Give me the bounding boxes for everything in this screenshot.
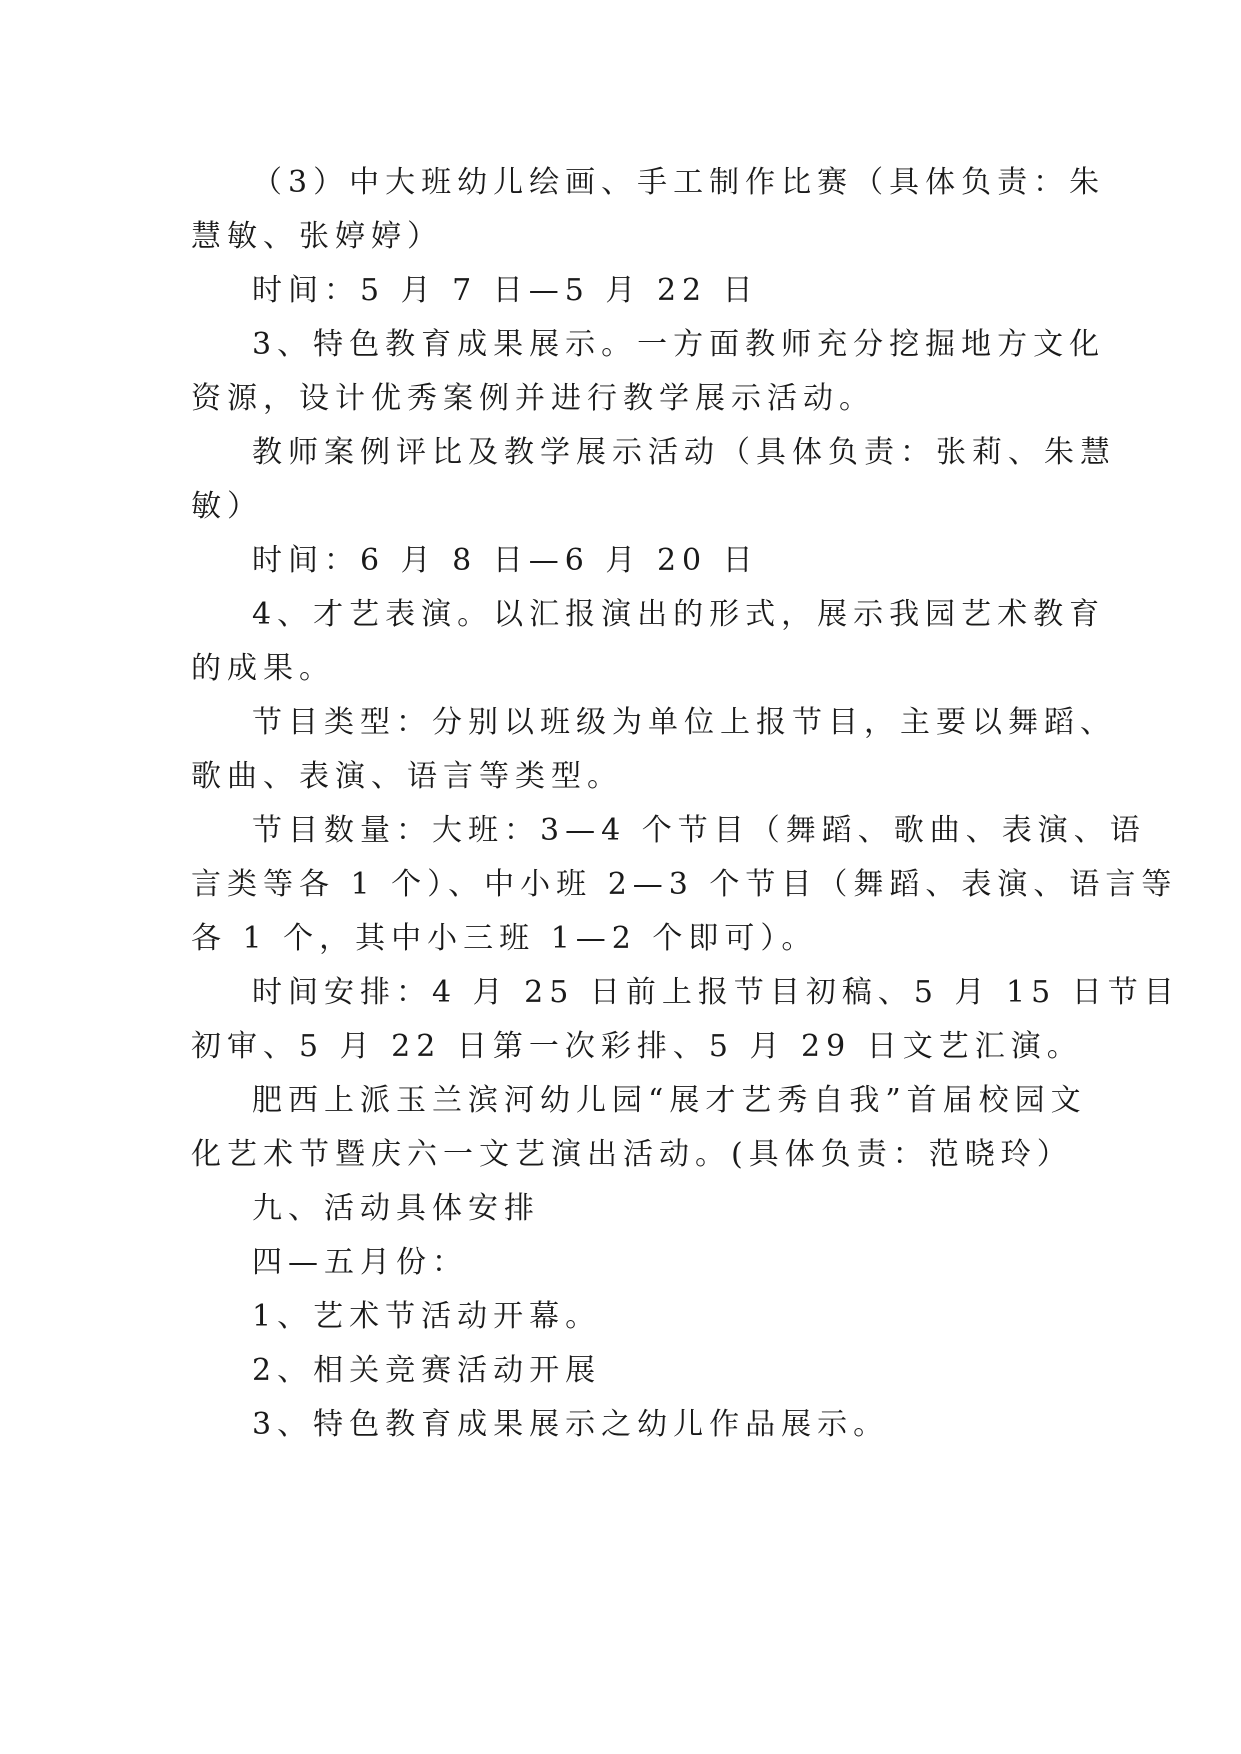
- text-line: 节目类型：分别以班级为单位上报节目，主要以舞蹈、: [252, 705, 1116, 740]
- text-line: 各 1 个，其中小三班 1—2 个即可）。: [191, 921, 818, 956]
- text-line: 的成果。: [191, 651, 335, 686]
- text-line: 时间：5 月 7 日—5 月 22 日: [252, 273, 759, 308]
- list-item: 1、艺术节活动开幕。: [252, 1299, 602, 1334]
- text-line: （3）中大班幼儿绘画、手工制作比赛（具体负责：朱: [252, 165, 1106, 200]
- text-line: 化艺术节暨庆六一文艺演出活动。(具体负责：范晓玲）: [191, 1137, 1073, 1172]
- text-line: 敏）: [191, 489, 263, 524]
- text-line: 歌曲、表演、语言等类型。: [191, 759, 623, 794]
- text-line: 教师案例评比及教学展示活动（具体负责：张莉、朱慧: [252, 435, 1116, 470]
- text-line: 4、才艺表演。以汇报演出的形式，展示我园艺术教育: [252, 597, 1106, 632]
- text-line: 初审、5 月 22 日第一次彩排、5 月 29 日文艺汇演。: [191, 1029, 1083, 1064]
- text-line: 言类等各 1 个）、中小班 2—3 个节目（舞蹈、表演、语言等: [191, 867, 1178, 902]
- text-line: 慧敏、张婷婷）: [191, 219, 443, 254]
- list-item: 2、相关竞赛活动开展: [252, 1353, 602, 1388]
- text-line: 四—五月份：: [252, 1245, 468, 1280]
- text-line: 节目数量：大班：3—4 个节目（舞蹈、歌曲、表演、语: [252, 813, 1146, 848]
- text-line: 肥西上派玉兰滨河幼儿园“展才艺秀自我”首届校园文: [252, 1083, 1087, 1118]
- text-line: 资源，设计优秀案例并进行教学展示活动。: [191, 381, 875, 416]
- text-line: 时间：6 月 8 日—6 月 20 日: [252, 543, 759, 578]
- text-line: 时间安排：4 月 25 日前上报节目初稿、5 月 15 日节目: [252, 975, 1180, 1010]
- list-item: 3、特色教育成果展示之幼儿作品展示。: [252, 1407, 890, 1442]
- section-heading: 九、活动具体安排: [252, 1191, 540, 1226]
- text-line: 3、特色教育成果展示。一方面教师充分挖掘地方文化: [252, 327, 1106, 362]
